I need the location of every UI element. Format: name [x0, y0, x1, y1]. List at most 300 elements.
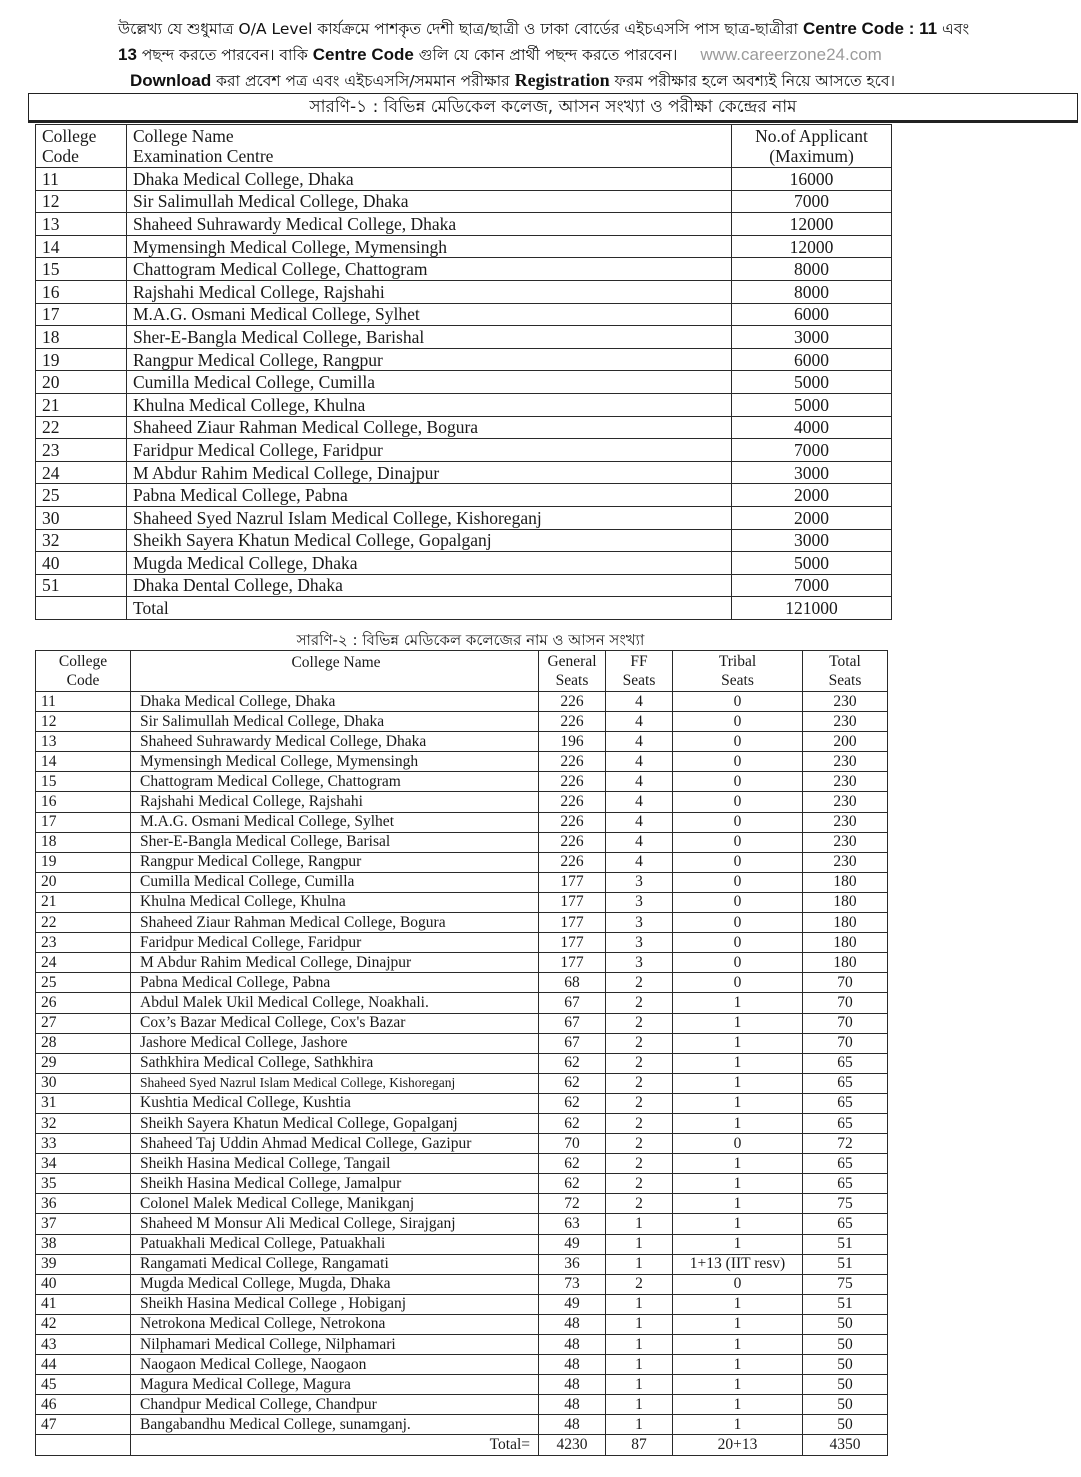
tribal-seats: 0 [673, 872, 803, 892]
ff-seats: 4 [606, 772, 673, 792]
tribal-seats: 1 [673, 1053, 803, 1073]
table-row [36, 393, 892, 416]
ff-seats: 4 [606, 792, 673, 812]
table-row [36, 416, 892, 439]
table-row [36, 348, 892, 371]
college-name: Pabna Medical College, Pabna [127, 484, 732, 507]
general-seats: 62 [539, 1053, 606, 1073]
general-seats: 226 [539, 852, 606, 872]
college-name: Rangamati Medical College, Rangamati [131, 1254, 539, 1274]
table-row [36, 812, 888, 832]
tribal-seats: 1 [673, 1194, 803, 1214]
college-code: 21 [36, 892, 131, 912]
college-code: 14 [36, 752, 131, 772]
college-name: Mymensingh Medical College, Mymensingh [127, 235, 732, 258]
table-row [36, 190, 892, 213]
ff-seats: 2 [606, 1073, 673, 1093]
college-name: M.A.G. Osmani Medical College, Sylhet [127, 303, 732, 326]
ff-seats: 4 [606, 752, 673, 772]
table-row [36, 1234, 888, 1254]
table-row [36, 1093, 888, 1113]
table-row [36, 832, 888, 852]
notice-line-2: 13 পছন্দ করতে পারবেন। বাকি Centre Code গুলি যে কোন প্রার্থী পছন্দ করতে পারবেন। www.careerzone24.com [118, 45, 882, 64]
table-row [36, 258, 892, 281]
college-code: 19 [36, 348, 127, 371]
header-applicants: No.of Applicant (Maximum) [732, 125, 892, 168]
ff-seats: 1 [606, 1355, 673, 1375]
applicant-count: 3000 [732, 529, 892, 552]
applicant-count: 3000 [732, 326, 892, 349]
tribal-seats: 0 [673, 792, 803, 812]
college-code: 20 [36, 371, 127, 394]
table-row [36, 1415, 888, 1435]
college-name: Sher-E-Bangla Medical College, Barisal [131, 832, 539, 852]
college-name: Shaheed Ziaur Rahman Medical College, Bogura [131, 913, 539, 933]
college-name: Khulna Medical College, Khulna [127, 393, 732, 416]
total-seats: 230 [803, 772, 888, 792]
table-row [36, 752, 888, 772]
total-seats: 70 [803, 993, 888, 1013]
college-code: 13 [36, 213, 127, 236]
general-seats: 68 [539, 973, 606, 993]
ff-seats: 2 [606, 993, 673, 1013]
tribal-seats: 0 [673, 892, 803, 912]
total-seats: 50 [803, 1314, 888, 1334]
tribal-seats: 0 [673, 1134, 803, 1154]
tribal-seats: 1 [673, 1335, 803, 1355]
general-seats: 226 [539, 692, 606, 712]
college-name: Sheikh Sayera Khatun Medical College, Gopalganj [131, 1113, 539, 1133]
college-name: Cox’s Bazar Medical College, Cox's Bazar [131, 1013, 539, 1033]
ff-seats: 1 [606, 1415, 673, 1435]
applicant-count: 7000 [732, 190, 892, 213]
table-row [36, 892, 888, 912]
general-seats: 177 [539, 933, 606, 953]
ff-seats: 2 [606, 1274, 673, 1294]
table-row [36, 1053, 888, 1073]
table2-title: সারণি-২ : বিভিন্ন মেডিকেল কলেজের নাম ও আসন সংখ্যা [296, 631, 645, 649]
college-code: 36 [36, 1194, 131, 1214]
general-seats: 226 [539, 812, 606, 832]
total-seats: 70 [803, 1033, 888, 1053]
college-code: 45 [36, 1375, 131, 1395]
college-code: 30 [36, 1073, 131, 1093]
table-row [36, 712, 888, 732]
table-row [36, 1294, 888, 1314]
table-row [36, 1113, 888, 1133]
general-seats: 226 [539, 712, 606, 732]
applicant-count: 12000 [732, 235, 892, 258]
college-name: Patuakhali Medical College, Patuakhali [131, 1234, 539, 1254]
college-name: Sir Salimullah Medical College, Dhaka [131, 712, 539, 732]
total-ff-seats: 87 [606, 1435, 673, 1455]
college-name: Shaheed Syed Nazrul Islam Medical College, Kishoreganj [127, 506, 732, 529]
tribal-seats: 0 [673, 953, 803, 973]
total-seats: 230 [803, 832, 888, 852]
college-name: Colonel Malek Medical College, Manikganj [131, 1194, 539, 1214]
ff-seats: 3 [606, 892, 673, 912]
table-row [36, 326, 892, 349]
general-seats: 62 [539, 1113, 606, 1133]
table-row [36, 1033, 888, 1053]
ff-seats: 3 [606, 953, 673, 973]
general-seats: 48 [539, 1415, 606, 1435]
table-row [36, 852, 888, 872]
college-code: 15 [36, 772, 131, 792]
total-seats: 65 [803, 1154, 888, 1174]
tribal-seats: 1 [673, 1073, 803, 1093]
general-seats: 72 [539, 1194, 606, 1214]
table-row [36, 933, 888, 953]
ff-seats: 1 [606, 1395, 673, 1415]
total-seats: 230 [803, 852, 888, 872]
applicant-count: 5000 [732, 371, 892, 394]
tribal-seats: 1 [673, 1033, 803, 1053]
general-seats: 70 [539, 1134, 606, 1154]
total-seats: 65 [803, 1053, 888, 1073]
table2-header-row [36, 651, 888, 692]
tribal-seats: 1 [673, 1395, 803, 1415]
general-seats: 63 [539, 1214, 606, 1234]
total-seats: 180 [803, 872, 888, 892]
total-seats: 230 [803, 792, 888, 812]
general-seats: 36 [539, 1254, 606, 1274]
total-seats: 65 [803, 1113, 888, 1133]
college-name: Rangpur Medical College, Rangpur [131, 852, 539, 872]
college-name: Rajshahi Medical College, Rajshahi [127, 280, 732, 303]
table-row [36, 872, 888, 892]
general-seats: 62 [539, 1174, 606, 1194]
college-code: 13 [36, 732, 131, 752]
college-name: Shaheed M Monsur Ali Medical College, Sirajganj [131, 1214, 539, 1234]
ff-seats: 3 [606, 872, 673, 892]
header-tribal-seats: Tribal Seats [673, 651, 803, 692]
tribal-seats: 0 [673, 772, 803, 792]
tribal-seats: 0 [673, 973, 803, 993]
college-code: 26 [36, 993, 131, 1013]
ff-seats: 1 [606, 1234, 673, 1254]
tribal-seats: 0 [673, 913, 803, 933]
total-seats: 75 [803, 1194, 888, 1214]
college-code: 20 [36, 872, 131, 892]
college-name: Bangabandhu Medical College, sunamganj. [131, 1415, 539, 1435]
ff-seats: 1 [606, 1254, 673, 1274]
notice-line-3: Download করা প্রবেশ পত্র এবং এইচএসসি/সমমান পরীক্ষার Registration ফরম পরীক্ষার হলে অবশ্যই নিয়ে আসতে হবে। [130, 70, 896, 90]
table-row [36, 439, 892, 462]
total-code-cell [36, 1435, 131, 1455]
college-code: 47 [36, 1415, 131, 1435]
total-row [36, 597, 892, 620]
table-row [36, 280, 892, 303]
total-seats: 65 [803, 1174, 888, 1194]
applicant-count: 2000 [732, 506, 892, 529]
college-code: 44 [36, 1355, 131, 1375]
college-name: Chattogram Medical College, Chattogram [131, 772, 539, 792]
college-code: 32 [36, 529, 127, 552]
college-code: 31 [36, 1093, 131, 1113]
general-seats: 62 [539, 1073, 606, 1093]
ff-seats: 4 [606, 732, 673, 752]
tribal-seats: 0 [673, 933, 803, 953]
college-code: 16 [36, 280, 127, 303]
tribal-seats: 0 [673, 712, 803, 732]
college-name: Abdul Malek Ukil Medical College, Noakhali. [131, 993, 539, 1013]
table-row [36, 371, 892, 394]
college-name: Sathkhira Medical College, Sathkhira [131, 1053, 539, 1073]
ff-seats: 2 [606, 1033, 673, 1053]
college-code: 17 [36, 303, 127, 326]
applicant-count: 8000 [732, 258, 892, 281]
ff-seats: 2 [606, 1093, 673, 1113]
applicant-count: 5000 [732, 552, 892, 575]
total-seats: 65 [803, 1214, 888, 1234]
college-name: M.A.G. Osmani Medical College, Sylhet [131, 812, 539, 832]
college-code: 40 [36, 1274, 131, 1294]
college-name: Faridpur Medical College, Faridpur [131, 933, 539, 953]
college-code: 33 [36, 1134, 131, 1154]
college-code: 11 [36, 692, 131, 712]
college-name: Shaheed Syed Nazrul Islam Medical College, Kishoreganj [131, 1073, 539, 1093]
total-row [36, 1435, 888, 1455]
college-name: Khulna Medical College, Khulna [131, 892, 539, 912]
table-row [36, 1335, 888, 1355]
college-name: Sir Salimullah Medical College, Dhaka [127, 190, 732, 213]
college-name: Chandpur Medical College, Chandpur [131, 1395, 539, 1415]
table-row [36, 993, 888, 1013]
college-code: 39 [36, 1254, 131, 1274]
table-row [36, 1154, 888, 1174]
total-seats: 70 [803, 1013, 888, 1033]
total-tribal-seats: 20+13 [673, 1435, 803, 1455]
college-name: Shaheed Taj Uddin Ahmad Medical College, Gazipur [131, 1134, 539, 1154]
table-row [36, 235, 892, 258]
header-college-name: College Name [131, 651, 539, 692]
notice-line-1: উল্লেখ্য যে শুধুমাত্র O/A Level কার্যক্রমে পাশকৃত দেশী ছাত্র/ছাত্রী ও ঢাকা বোর্ডের এইচএসসি পাস ছাত্র-ছাত্রীরা Centre Code : 11 এবং [118, 19, 970, 38]
applicant-count: 7000 [732, 439, 892, 462]
college-code: 28 [36, 1033, 131, 1053]
tribal-seats: 1 [673, 1214, 803, 1234]
general-seats: 177 [539, 872, 606, 892]
college-name: Mymensingh Medical College, Mymensingh [131, 752, 539, 772]
table-row [36, 1254, 888, 1274]
tribal-seats: 0 [673, 692, 803, 712]
college-name: Dhaka Dental College, Dhaka [127, 574, 732, 597]
college-code: 29 [36, 1053, 131, 1073]
total-seats: 65 [803, 1093, 888, 1113]
table-row [36, 506, 892, 529]
general-seats: 226 [539, 772, 606, 792]
college-code: 23 [36, 439, 127, 462]
college-code: 40 [36, 552, 127, 575]
table1-header-row [36, 125, 892, 168]
table1-title: সারণি-১ : বিভিন্ন মেডিকেল কলেজ, আসন সংখ্যা ও পরীক্ষা কেন্দ্রের নাম [28, 93, 1078, 123]
ff-seats: 4 [606, 692, 673, 712]
ff-seats: 2 [606, 1113, 673, 1133]
college-code: 19 [36, 852, 131, 872]
table-row [36, 1134, 888, 1154]
total-all-seats: 4350 [803, 1435, 888, 1455]
table-row [36, 913, 888, 933]
table-row [36, 692, 888, 712]
total-seats: 65 [803, 1073, 888, 1093]
table-row [36, 1013, 888, 1033]
applicant-count: 3000 [732, 461, 892, 484]
applicant-count: 16000 [732, 168, 892, 191]
applicant-count: 2000 [732, 484, 892, 507]
header-college-code: College Code [36, 125, 127, 168]
ff-seats: 4 [606, 812, 673, 832]
table-row [36, 1395, 888, 1415]
college-code: 11 [36, 168, 127, 191]
college-name: Netrokona Medical College, Netrokona [131, 1314, 539, 1334]
table-row [36, 303, 892, 326]
college-name: Shaheed Suhrawardy Medical College, Dhaka [127, 213, 732, 236]
ff-seats: 2 [606, 1134, 673, 1154]
ff-seats: 1 [606, 1314, 673, 1334]
header-college-code: College Code [36, 651, 131, 692]
college-name: Rangpur Medical College, Rangpur [127, 348, 732, 371]
college-name: Jashore Medical College, Jashore [131, 1033, 539, 1053]
table-row [36, 529, 892, 552]
table-row [36, 552, 892, 575]
header-college-name: College Name Examination Centre [127, 125, 732, 168]
college-name: M Abdur Rahim Medical College, Dinajpur [127, 461, 732, 484]
ff-seats: 2 [606, 973, 673, 993]
general-seats: 67 [539, 993, 606, 1013]
tribal-seats: 1+13 (IIT resv) [673, 1254, 803, 1274]
ff-seats: 4 [606, 832, 673, 852]
college-name: Cumilla Medical College, Cumilla [131, 872, 539, 892]
college-name: Shaheed Suhrawardy Medical College, Dhaka [131, 732, 539, 752]
college-name: Sheikh Sayera Khatun Medical College, Gopalganj [127, 529, 732, 552]
table-row [36, 1073, 888, 1093]
header-general-seats: General Seats [539, 651, 606, 692]
table-row [36, 461, 892, 484]
tribal-seats: 1 [673, 1154, 803, 1174]
ff-seats: 1 [606, 1335, 673, 1355]
total-seats: 50 [803, 1395, 888, 1415]
general-seats: 226 [539, 832, 606, 852]
tribal-seats: 0 [673, 832, 803, 852]
tribal-seats: 1 [673, 1375, 803, 1395]
general-seats: 73 [539, 1274, 606, 1294]
ff-seats: 1 [606, 1375, 673, 1395]
total-seats: 230 [803, 692, 888, 712]
college-name: Sheikh Hasina Medical College, Jamalpur [131, 1174, 539, 1194]
tribal-seats: 1 [673, 1093, 803, 1113]
college-code: 15 [36, 258, 127, 281]
total-seats: 200 [803, 732, 888, 752]
tribal-seats: 1 [673, 1113, 803, 1133]
college-code: 23 [36, 933, 131, 953]
college-code: 25 [36, 484, 127, 507]
table-row [36, 772, 888, 792]
ff-seats: 3 [606, 913, 673, 933]
applicant-count: 6000 [732, 348, 892, 371]
tribal-seats: 0 [673, 1274, 803, 1294]
college-name: Cumilla Medical College, Cumilla [127, 371, 732, 394]
general-seats: 48 [539, 1314, 606, 1334]
general-seats: 49 [539, 1234, 606, 1254]
college-name: Sher-E-Bangla Medical College, Barishal [127, 326, 732, 349]
total-seats: 51 [803, 1234, 888, 1254]
tribal-seats: 1 [673, 1415, 803, 1435]
general-seats: 67 [539, 1033, 606, 1053]
table-row [36, 1194, 888, 1214]
total-label: Total= [131, 1435, 539, 1455]
table-row [36, 213, 892, 236]
college-name: Chattogram Medical College, Chattogram [127, 258, 732, 281]
college-code: 18 [36, 326, 127, 349]
total-seats: 50 [803, 1355, 888, 1375]
college-code: 27 [36, 1013, 131, 1033]
table-row [36, 1375, 888, 1395]
ff-seats: 1 [606, 1294, 673, 1314]
total-seats: 180 [803, 953, 888, 973]
total-seats: 180 [803, 892, 888, 912]
table-row [36, 732, 888, 752]
general-seats: 67 [539, 1013, 606, 1033]
general-seats: 177 [539, 892, 606, 912]
college-name: Sheikh Hasina Medical College, Tangail [131, 1154, 539, 1174]
total-seats: 230 [803, 712, 888, 732]
college-name: M Abdur Rahim Medical College, Dinajpur [131, 953, 539, 973]
college-code: 22 [36, 913, 131, 933]
total-seats: 50 [803, 1415, 888, 1435]
general-seats: 48 [539, 1395, 606, 1415]
table2-seats [35, 650, 888, 1456]
ff-seats: 2 [606, 1194, 673, 1214]
table-row [36, 168, 892, 191]
tribal-seats: 0 [673, 812, 803, 832]
college-name: Nilphamari Medical College, Nilphamari [131, 1335, 539, 1355]
total-seats: 75 [803, 1274, 888, 1294]
college-name: Dhaka Medical College, Dhaka [131, 692, 539, 712]
total-seats: 51 [803, 1254, 888, 1274]
college-code: 37 [36, 1214, 131, 1234]
header-ff-seats: FF Seats [606, 651, 673, 692]
college-code: 25 [36, 973, 131, 993]
total-general-seats: 4230 [539, 1435, 606, 1455]
college-name: Kushtia Medical College, Kushtia [131, 1093, 539, 1113]
general-seats: 48 [539, 1335, 606, 1355]
college-code: 12 [36, 190, 127, 213]
college-code: 24 [36, 461, 127, 484]
college-code: 21 [36, 393, 127, 416]
watermark: www.careerzone24.com [700, 45, 882, 64]
ff-seats: 4 [606, 712, 673, 732]
total-seats: 180 [803, 913, 888, 933]
total-seats: 72 [803, 1134, 888, 1154]
general-seats: 62 [539, 1093, 606, 1113]
college-name: Pabna Medical College, Pabna [131, 973, 539, 993]
college-code: 12 [36, 712, 131, 732]
tribal-seats: 0 [673, 852, 803, 872]
total-label: Total [127, 597, 732, 620]
tribal-seats: 1 [673, 1314, 803, 1334]
college-code: 30 [36, 506, 127, 529]
general-seats: 62 [539, 1154, 606, 1174]
general-seats: 48 [539, 1375, 606, 1395]
table-row [36, 1174, 888, 1194]
table-row [36, 792, 888, 812]
header-total-seats: Total Seats [803, 651, 888, 692]
ff-seats: 2 [606, 1174, 673, 1194]
ff-seats: 3 [606, 933, 673, 953]
general-seats: 49 [539, 1294, 606, 1314]
college-name: Dhaka Medical College, Dhaka [127, 168, 732, 191]
table-row [36, 1355, 888, 1375]
